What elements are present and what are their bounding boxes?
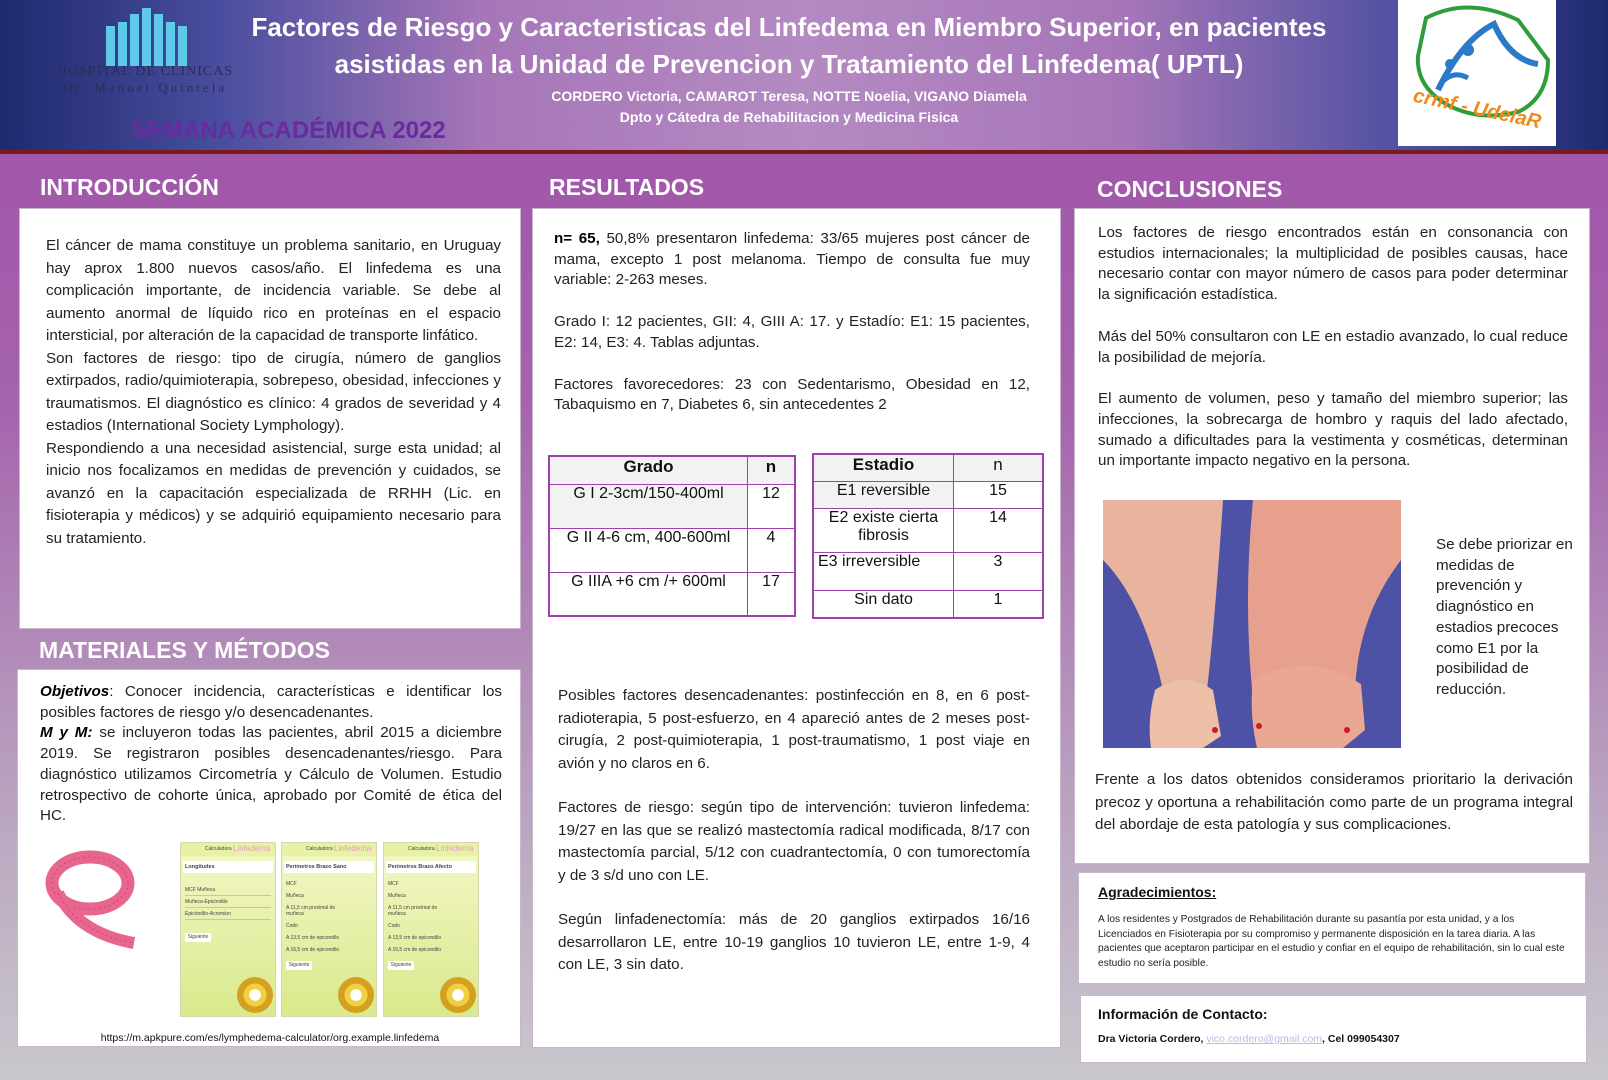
- conclusions-text-top: Los factores de riesgo encontrados están en consonancia con estudios internacionales; la multiplicidad de posibles causas, hace necesario contar con mayor número de casos para poder determinar la significación estadística. Más del 50% consultaron con LE en estadio avanzado, lo cual reduce la posibilidad de mejoría. El aumento de volumen, peso y tamaño del miembro superior; las infecciones, la sobrecarga de hombro y raquis del lado afectado, sumado a dificultades para la vestimenta y cosméticas, determinan un importante impacto negativo en la persona.: [1098, 224, 1568, 470]
- contact-line: Dra Victoria Cordero, vico.cordero@gmail.com, Cel 099054307: [1098, 1033, 1400, 1045]
- authors: CORDERO Victoria, CAMAROT Teresa, NOTTE Noelia, VIGANO Diamela: [551, 88, 1027, 104]
- department: Dpto y Cátedra de Rehabilitacion y Medicina Fisica: [619, 109, 959, 125]
- crmf-logo: [1398, 0, 1556, 146]
- app-screenshot-2: Calculadora Linfedema Perímetros Brazo Sano MCF Muñeca A 11,5 cm proximal de muñeca Codo A 13,5 cm de epicondilo A 16,5 cm de epicondilo Siguiente: [281, 842, 377, 1017]
- results-text-top: n= 65, 50,8% presentaron linfedema: 33/65 mujeres post cáncer de mama, excepto 1 post melanoma. Tiempo de consulta fue muy variable: 2-263 meses. Grado I: 12 pacientes, GII: 4, GIII A: 17. y Estadío: E1: 15 pacientes, E2: 14, E3: 4. Tablas adjuntas. Factores favorecedores: 23 con Sedentarismo, Obesidad en 12, Tabaquismo en 7, Diabetes 6, sin antecedentes 2: [554, 230, 1030, 414]
- contact-panel: [1080, 995, 1587, 1063]
- table-row: Estadio n: [813, 454, 1043, 481]
- objectives-label: Objetivos: [40, 683, 110, 700]
- poster-title: Factores de Riesgo y Caracteristicas del Linfedema en Miembro Superior, en pacientes asistidas en la Unidad de Prevencion y Tratamiento del Linfedema( UPTL): [251, 12, 1327, 79]
- app-wheel-icon: [440, 977, 476, 1013]
- table-row: Sin dato 1: [813, 590, 1043, 618]
- table-row: G II 4-6 cm, 400-600ml 4: [549, 528, 795, 572]
- results-heading: RESULTADOS: [549, 174, 705, 200]
- methods-heading: MATERIALES Y MÉTODOS: [39, 637, 330, 663]
- ack-title: Agradecimientos:: [1098, 884, 1217, 900]
- contact-title: Información de Contacto:: [1098, 1006, 1268, 1022]
- contact-email-link[interactable]: vico.cordero@gmail.com: [1206, 1033, 1323, 1045]
- hospital-subname: Dr. Manuel Quintela: [62, 80, 228, 95]
- building-icon: [106, 8, 187, 66]
- hospital-logo: [40, 8, 250, 98]
- app-screenshot-1: Calculadora Linfedema Longitudes MCF Muñeca Muñeca-Epicóndilo Epicóndilo-Acromion Siguiente: [180, 842, 276, 1017]
- acknowledgements-panel: [1078, 872, 1586, 984]
- intro-text: El cáncer de mama constituye un problema sanitario, en Uruguay hay aprox 1.800 nuevos casos/año. El linfedema es una complicación importante, de incidencia variable. Se debe al aumento anormal de líquido rico en proteínas en el espacio intersticial, por alteración de la capacidad de transporte linfático. Son factores de riesgo: tipo de cirugía, número de ganglios extirpados, radio/quimioterapia, sobrepeso, obesidad, infecciones y traumatismos. El diagnóstico es clínico: 4 grados de severidad y 4 estadios (International Society Lymphology). Respondiendo a una necesidad asistencial, surge esta unidad; al inicio nos focalizamos en medidas de prevención y cuidados, se avanzó en la capacitación especializada de RRHH (Lic. en fisioterapia y médicos) y se adquirió equipamiento necesario para su tratamiento.: [46, 237, 501, 547]
- app-wheel-icon: [338, 977, 374, 1013]
- mym-label: M y M:: [40, 724, 93, 742]
- event-label: SEMANA ACADÉMICA 2022: [131, 117, 446, 144]
- source-url: https://m.apkpure.com/es/lymphedema-calculator/org.example.linfedema: [100, 1032, 440, 1044]
- n-label: n= 65,: [554, 230, 600, 247]
- priority-note: Se debe priorizar en medidas de prevención y diagnóstico en estadios precoces como E1 por la posibilidad de reducción.: [1436, 536, 1573, 698]
- intro-heading: INTRODUCCIÓN: [40, 174, 219, 200]
- measuring-tape-icon: [38, 843, 146, 951]
- table-row: E2 existe cierta fibrosis 14: [813, 508, 1043, 552]
- app-screenshot-3: Calculadora Linfedema Perímetros Brazo Afecto MCF Muñeca A 11,5 cm proximal de muñeca Codo A 13,5 cm de epicondilo A 16,5 cm de epicondilo Siguiente: [383, 842, 479, 1017]
- app-wheel-icon: [237, 977, 273, 1013]
- hospital-name: HOSPITAL DE CLINICAS: [56, 64, 234, 79]
- table-row: E3 irreversible 3: [813, 552, 1043, 590]
- grado-table: [548, 455, 796, 617]
- lymphedema-arm-photo: [1103, 500, 1401, 748]
- arm-photo-image: [1103, 500, 1401, 748]
- methods-text: Objetivos: Conocer incidencia, características e identificar los posibles factores de riesgo y/o desencadenantes. M y M: se incluyeron todas las pacientes, abril 2015 a diciembre 2019. Se registraron posibles desencadenantes/riesgo. Para diagnóstico utilizamos Circometría y Cálculo de Volumen. Estudio retrospectivo de cohorte única, aprobado por Comité de ética del HC.: [40, 683, 502, 825]
- crmf-logo-text: crmf - UdelaR: [1411, 84, 1543, 134]
- results-text-bottom: Posibles factores desencadenantes: postinfección en 8, en 6 post-radioterapia, 5 post-esfuerzo, en 4 apareció antes de 2 meses post-cirugía, 2 post-quimioterapia, 1 post-traumatismo, 1 post viaje en avión y no claros en 6. Factores de riesgo: según tipo de intervención: tuvieron linfedema: 19/27 en las que se realizó mastectomía radical modificada, 8/17 con mastectomía parcial, 5/12 con cuadrantectomía, 0 con tumorectomía y de 3 s/d uno con LE. Según linfadenectomía: más de 20 ganglios extirpados 16/16 desarrollaron LE, entre 10-19 ganglios 10 tuvieron LE, entre 1-9, 4 con LE, 3 sin dato.: [558, 687, 1030, 973]
- intro-panel: [19, 208, 521, 629]
- conclusions-text-bottom: Frente a los datos obtenidos consideramos prioritario la derivación precoz y oportuna a rehabilitación como parte de un programa integral del abordaje de esta patología y sus complicaciones.: [1095, 771, 1573, 833]
- ack-text: A los residentes y Postgrados de Rehabilitación durante su pasantía por esta unidad, y a los Licenciados en Fisioterapia por su compromiso y permanente disposición en la tarea diaria. A las pacientes que aceptaron participar en el estudio y confiar en el equipo de rehabilitación, sin lo cual este estudio no sería posible.: [1098, 914, 1565, 969]
- conclusions-heading: CONCLUSIONES: [1097, 176, 1283, 202]
- table-row: G IIIA +6 cm /+ 600ml 17: [549, 572, 795, 616]
- poster-header: [0, 0, 1608, 154]
- table-row: G I 2-3cm/150-400ml 12: [549, 484, 795, 528]
- table-row: Grado n: [549, 456, 795, 484]
- estadio-table: [812, 453, 1044, 619]
- table-row: E1 reversible 15: [813, 481, 1043, 508]
- results-panel: [532, 208, 1061, 1048]
